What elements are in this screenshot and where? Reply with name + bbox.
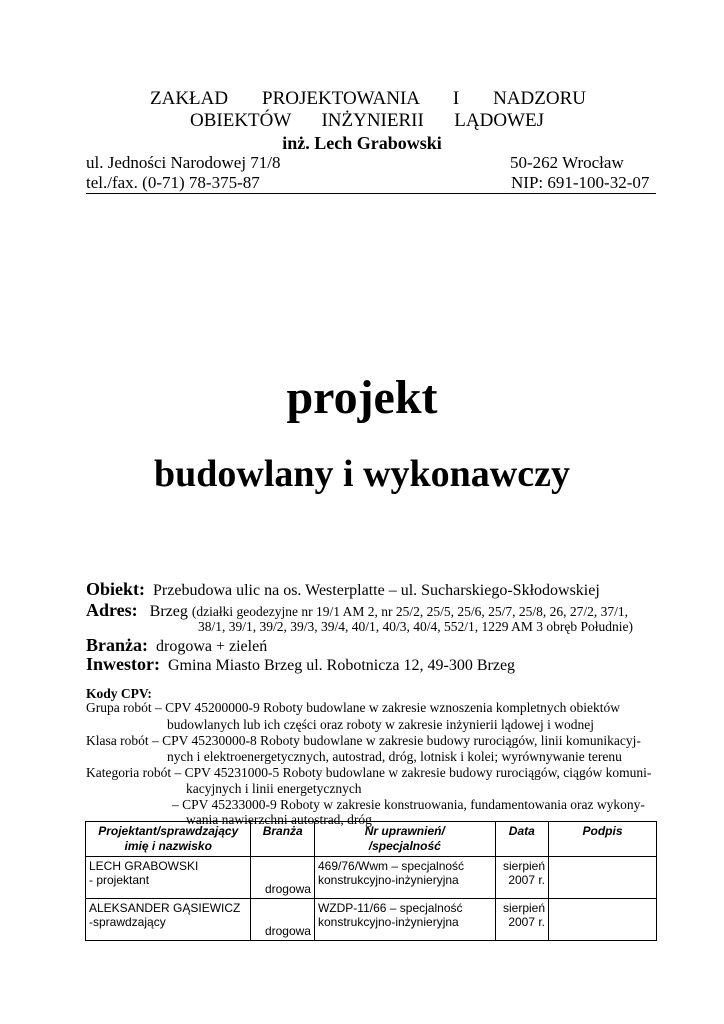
upr-number: WZDP-11/66 – specjalność	[317, 901, 463, 915]
document-title: projekt	[286, 371, 438, 424]
date-month: sierpień	[502, 901, 546, 915]
cpv-heading: Kody CPV:	[86, 686, 152, 701]
cpv-line: Kategoria robót – CPV 45231000-5 Roboty budowlane w zakresie budowy rurociągów, ciągów komuni-	[86, 765, 652, 780]
row-branza: drogowa	[251, 899, 315, 941]
company-phone: tel./fax. (0-71) 78-375-87	[86, 173, 260, 192]
date-month: sierpień	[502, 859, 546, 873]
upr-specialty: konstrukcyjno-inżynieryjna	[317, 915, 459, 929]
adres-row	[86, 600, 628, 621]
company-address: ul. Jedności Narodowej 71/8	[86, 153, 281, 172]
date-year: 2007 r.	[508, 915, 546, 929]
branza-row	[86, 635, 267, 656]
upr-specialty: konstrukcyjno-inżynieryjna	[317, 873, 459, 887]
obiekt-row	[86, 579, 600, 600]
branza-value: drogowa + zieleń	[156, 638, 268, 655]
obiekt-value: Przebudowa ulic na os. Westerplatte – ul. Sucharskiego-Skłodowskiej	[153, 582, 600, 599]
header-name-line2: imię i nazwisko	[124, 839, 212, 853]
cpv-line: – CPV 45233000-9 Roboty w zakresie konstruowania, fundamentowania oraz wykony-	[172, 797, 645, 812]
header-divider	[86, 193, 656, 194]
person-name: LECH GRABOWSKI	[89, 859, 199, 873]
inwestor-row	[86, 654, 515, 675]
cpv-line: nych i elektroenergetycznych, autostrad, dróg, lotnisk i kolei; wyrównywanie terenu	[167, 749, 622, 764]
cpv-line: wania nawierzchni autostrad, dróg	[186, 812, 372, 827]
row-name-cell	[86, 899, 251, 941]
person-role: - projektant	[89, 873, 150, 887]
obiekt-label: Obiekt:	[86, 579, 146, 599]
upr-number: 469/76/Wwm – specjalność	[317, 859, 465, 873]
adres-city: Brzeg	[149, 603, 188, 620]
table-row	[86, 899, 657, 941]
row-name-cell	[86, 857, 251, 899]
row-signature	[549, 857, 657, 899]
person-name: ALEKSANDER GĄSIEWICZ	[89, 901, 241, 915]
date-year: 2007 r.	[508, 873, 546, 887]
person-role: -sprawdzający	[89, 915, 166, 929]
header-uprawnienia	[314, 822, 495, 857]
inwestor-label: Inwestor:	[86, 654, 160, 674]
adres-parcels-line1: (działki geodezyjne nr 19/1 AM 2, nr 25/2, 25/5, 25/6, 25/7, 25/8, 26, 27/2, 37/1,	[191, 604, 628, 619]
cpv-line: kacyjnych i linii energetycznych	[186, 781, 362, 796]
cpv-line: Klasa robót – CPV 45230000-8 Roboty budowlane w zakresie budowy rurociągów, linii komunikacyj-	[86, 733, 641, 748]
header-data: Data	[495, 822, 548, 857]
header-name-line1: Projektant/sprawdzający	[98, 824, 239, 838]
header-podpis: Podpis	[549, 822, 657, 857]
table-row	[86, 857, 657, 899]
signature-table	[85, 821, 657, 941]
inwestor-value: Gmina Miasto Brzeg ul. Robotnicza 12, 49-300 Brzeg	[168, 657, 516, 674]
row-branza: drogowa	[251, 857, 315, 899]
row-date	[495, 899, 548, 941]
engineer-name: inż. Lech Grabowski	[282, 133, 442, 153]
header-branza: Branża	[251, 822, 315, 857]
header-name	[86, 822, 251, 857]
row-uprawnienia	[314, 899, 495, 941]
company-name-line1: ZAKŁAD PROJEKTOWANIA I NADZORU	[150, 88, 586, 109]
company-name-line2: OBIEKTÓW INŻYNIERII LĄDOWEJ	[190, 110, 544, 131]
row-uprawnienia	[314, 857, 495, 899]
header-upr-line2: /specjalność	[368, 839, 441, 853]
adres-parcels-line2: 38/1, 39/1, 39/2, 39/3, 39/4, 40/1, 40/3, 40/4, 552/1, 1229 AM 3 obręb Południe)	[198, 619, 633, 634]
branza-label: Branża:	[86, 635, 148, 655]
table-header-row	[86, 822, 657, 857]
header-upr-line1: Nr uprawnień/	[364, 824, 445, 838]
row-signature	[549, 899, 657, 941]
document-subtitle: budowlany i wykonawczy	[154, 453, 570, 495]
company-nip: NIP: 691-100-32-07	[511, 173, 650, 192]
company-city: 50-262 Wrocław	[510, 153, 624, 172]
cpv-line: budowlanych lub ich części oraz roboty w zakresie inżynierii lądowej i wodnej	[167, 717, 594, 732]
adres-label: Adres:	[86, 600, 138, 620]
cpv-line: Grupa robót – CPV 45200000-9 Roboty budowlane w zakresie wznoszenia kompletnych obiektów	[86, 700, 621, 715]
row-date	[495, 857, 548, 899]
